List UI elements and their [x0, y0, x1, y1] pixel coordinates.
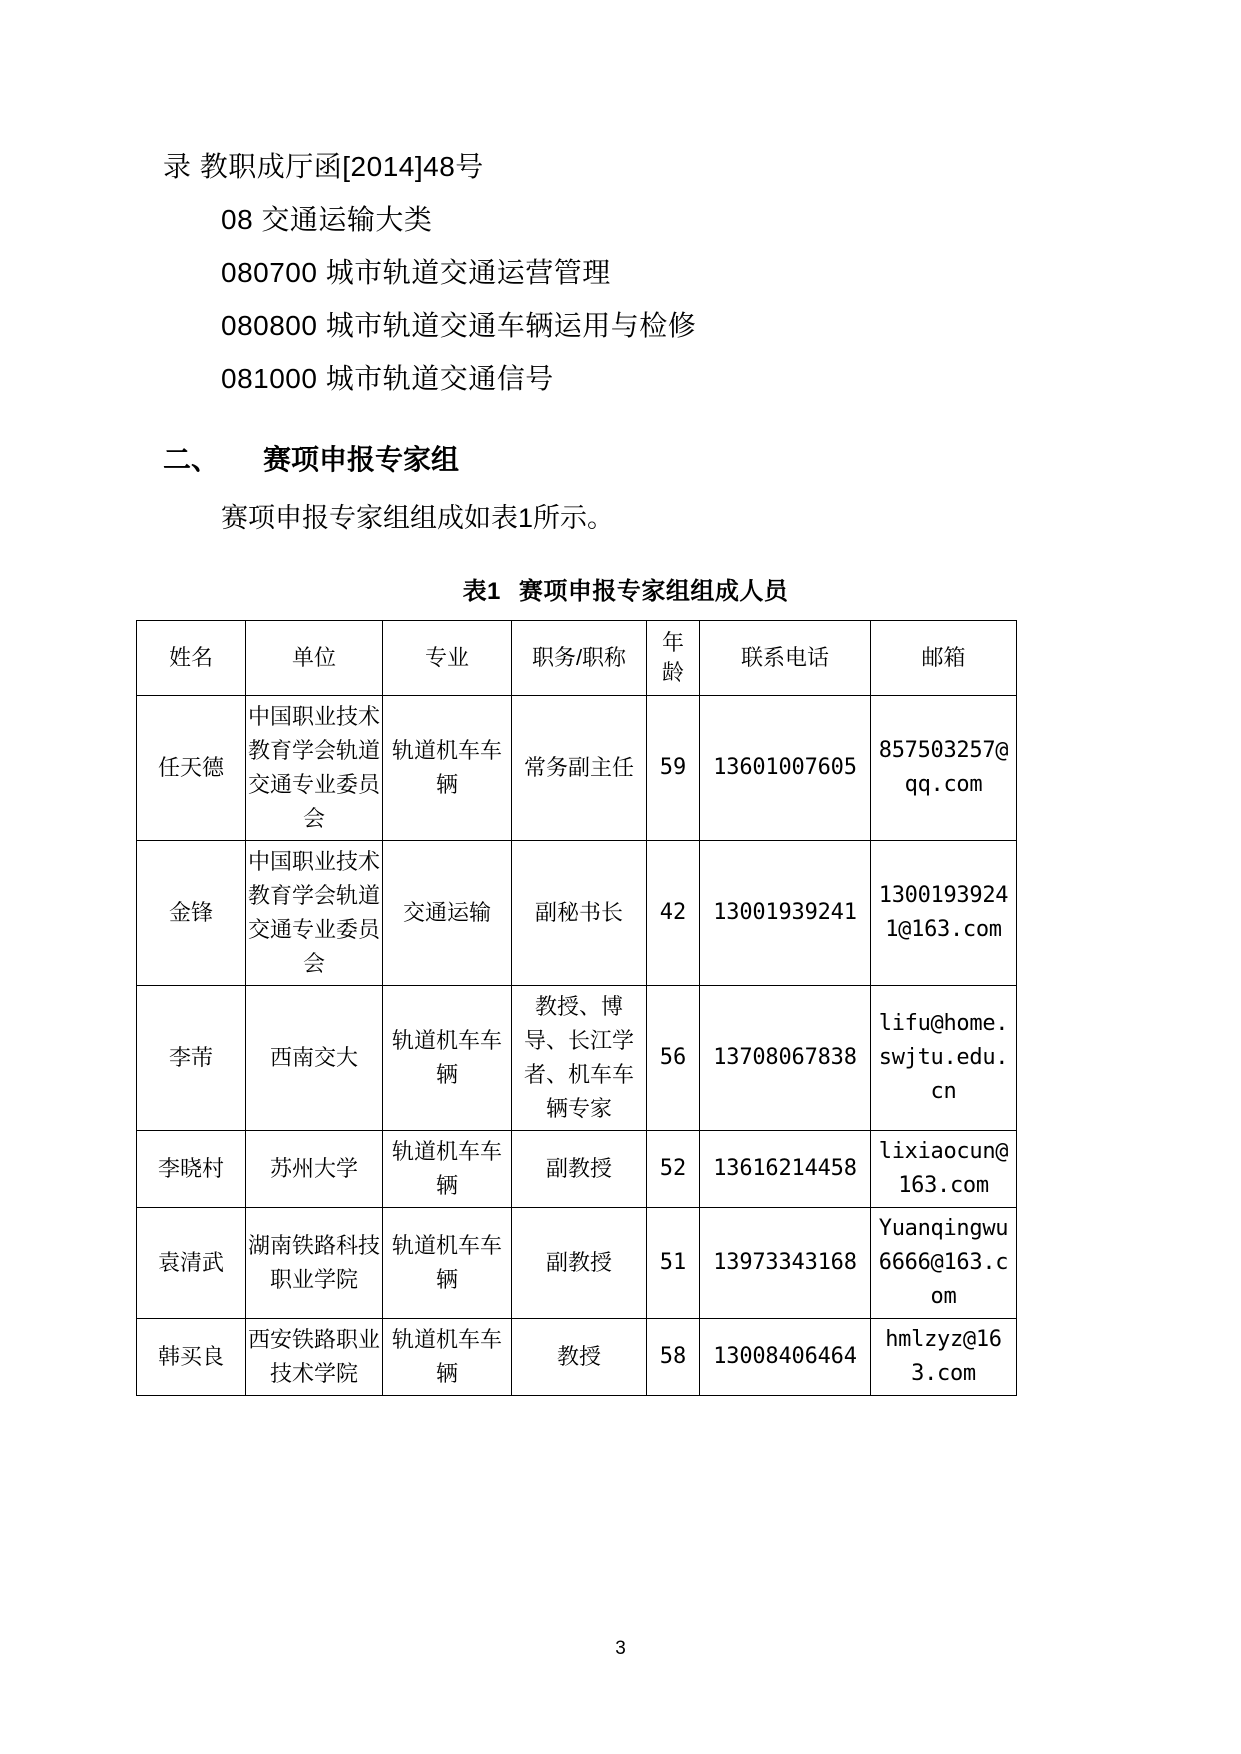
section-number: 二、 — [163, 444, 220, 475]
cell-age: 42 — [647, 841, 700, 986]
cell-email: Yuanqingwu6666@163.com — [871, 1208, 1017, 1319]
table-row — [137, 1131, 1017, 1208]
cell-name: 任天德 — [137, 696, 246, 841]
table-row — [137, 1319, 1017, 1396]
column-header-age-line2: 龄 — [661, 660, 684, 685]
column-header-age — [647, 621, 700, 696]
cell-age: 51 — [647, 1208, 700, 1319]
cell-age: 56 — [647, 986, 700, 1131]
cell-name: 李晓村 — [137, 1131, 246, 1208]
cell-phone: 13616214458 — [700, 1131, 871, 1208]
cell-email: 13001939241@163.com — [871, 841, 1017, 986]
column-header-major: 专业 — [383, 621, 512, 696]
cell-email: lifu@home.swjtu.edu.cn — [871, 986, 1017, 1131]
cell-phone: 13973343168 — [700, 1208, 871, 1319]
cell-name: 韩买良 — [137, 1319, 246, 1396]
cell-unit: 中国职业技术教育学会轨道交通专业委员会 — [246, 841, 383, 986]
cell-name: 袁清武 — [137, 1208, 246, 1319]
cell-unit: 西南交大 — [246, 986, 383, 1131]
table-row — [137, 986, 1017, 1131]
expert-table — [136, 620, 1017, 1396]
cell-unit: 西安铁路职业技术学院 — [246, 1319, 383, 1396]
cell-email: 857503257@qq.com — [871, 696, 1017, 841]
table-row — [137, 696, 1017, 841]
cell-title: 教授、博导、长江学者、机车车辆专家 — [512, 986, 647, 1131]
section-title: 赛项申报专家组 — [263, 444, 460, 475]
section-body-text: 赛项申报专家组组成如表1所示。 — [221, 503, 615, 533]
intro-line-3: 080700 城市轨道交通运营管理 — [221, 257, 611, 288]
intro-line-4: 080800 城市轨道交通车辆运用与检修 — [221, 310, 697, 341]
cell-age: 59 — [647, 696, 700, 841]
cell-phone: 13601007605 — [700, 696, 871, 841]
page-content — [157, 140, 1088, 1396]
table-row — [137, 1208, 1017, 1319]
section-heading — [163, 435, 1088, 485]
cell-unit: 中国职业技术教育学会轨道交通专业委员会 — [246, 696, 383, 841]
column-header-phone: 联系电话 — [700, 621, 871, 696]
cell-age: 58 — [647, 1319, 700, 1396]
cell-title: 副教授 — [512, 1208, 647, 1319]
cell-age: 52 — [647, 1131, 700, 1208]
cell-title: 常务副主任 — [512, 696, 647, 841]
cell-phone: 13008406464 — [700, 1319, 871, 1396]
cell-unit: 苏州大学 — [246, 1131, 383, 1208]
cell-email: hmlzyz@163.com — [871, 1319, 1017, 1396]
cell-name: 李芾 — [137, 986, 246, 1131]
column-header-unit: 单位 — [246, 621, 383, 696]
cell-name: 金锋 — [137, 841, 246, 986]
cell-unit: 湖南铁路科技职业学院 — [246, 1208, 383, 1319]
table-row — [137, 841, 1017, 986]
table-caption-title: 赛项申报专家组组成人员 — [518, 578, 789, 605]
cell-major: 轨道机车车辆 — [383, 696, 512, 841]
cell-major: 轨道机车车辆 — [383, 1208, 512, 1319]
intro-line-1: 录 教职成厅函[2014]48号 — [163, 151, 484, 182]
cell-email: lixiaocun@163.com — [871, 1131, 1017, 1208]
column-header-name: 姓名 — [137, 621, 246, 696]
cell-major: 轨道机车车辆 — [383, 1131, 512, 1208]
column-header-title: 职务/职称 — [512, 621, 647, 696]
table-caption — [163, 571, 1088, 606]
cell-major: 轨道机车车辆 — [383, 986, 512, 1131]
cell-title: 副秘书长 — [512, 841, 647, 986]
cell-major: 交通运输 — [383, 841, 512, 986]
table-body — [137, 696, 1017, 1396]
intro-line-5: 081000 城市轨道交通信号 — [221, 363, 554, 394]
page-number: 3 — [615, 1638, 626, 1659]
cell-title: 副教授 — [512, 1131, 647, 1208]
cell-title: 教授 — [512, 1319, 647, 1396]
cell-major: 轨道机车车辆 — [383, 1319, 512, 1396]
column-header-age-line1: 年 — [661, 630, 684, 655]
table-caption-number: 表1 — [462, 578, 501, 605]
column-header-email: 邮箱 — [871, 621, 1017, 696]
table-header-row — [137, 621, 1017, 696]
intro-line-2: 08 交通运输大类 — [221, 204, 433, 235]
cell-phone: 13708067838 — [700, 986, 871, 1131]
table-header — [137, 621, 1017, 696]
cell-phone: 13001939241 — [700, 841, 871, 986]
